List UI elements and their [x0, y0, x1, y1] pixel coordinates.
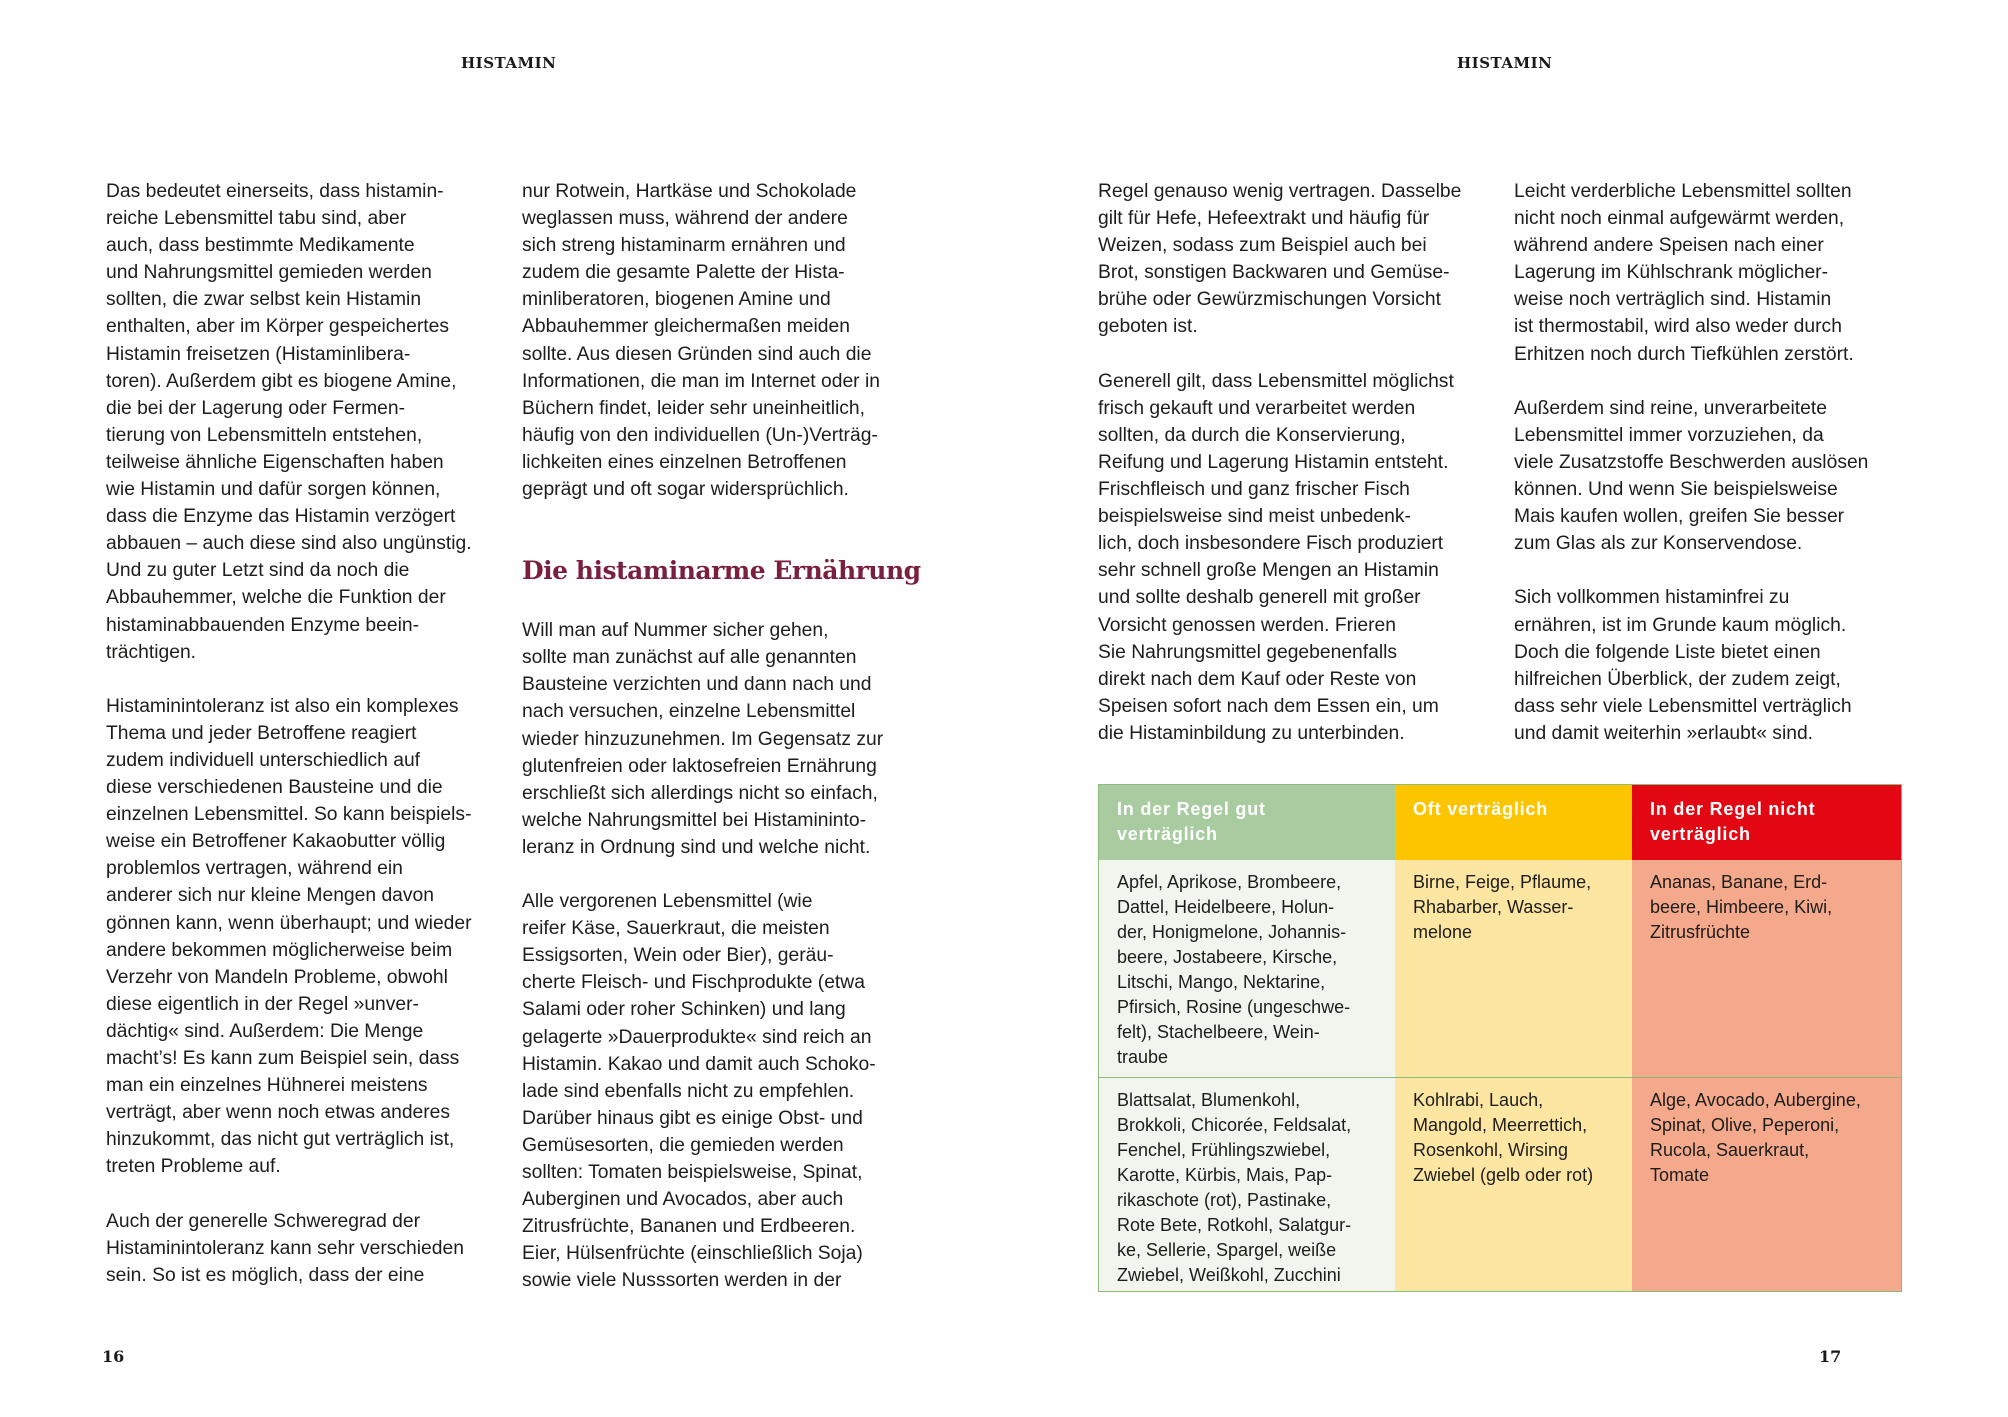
table-cell-vegetable-bad	[1632, 1077, 1901, 1291]
text-line: Außerdem sind reine, unverarbeitete	[1514, 397, 1827, 419]
text-line: wie Histamin und dafür sorgen können,	[106, 479, 441, 501]
text-line: Frischfleisch und ganz frischer Fisch	[1098, 479, 1410, 501]
cell-text-line: Rhabarber, Wasser-	[1413, 897, 1574, 917]
text-line: weglassen muss, während der andere	[522, 208, 848, 230]
paragraph	[1514, 178, 1914, 368]
text-line: verträgt, aber wenn noch etwas anderes	[106, 1102, 451, 1124]
cell-text-line: Tomate	[1650, 1165, 1710, 1185]
text-line: wieder hinzuzunehmen. Im Gegensatz zur	[522, 728, 884, 750]
text-line: Salami oder roher Schinken) und lang	[522, 999, 846, 1021]
cell-text-line: Oft verträglich	[1413, 799, 1549, 819]
text-line: und sollte deshalb generell mit großer	[1098, 587, 1421, 609]
text-line: Abbauhemmer, welche die Funktion der	[106, 587, 446, 609]
cell-text-line: Zwiebel (gelb oder rot)	[1413, 1165, 1594, 1185]
text-line: direkt nach dem Kauf oder Reste von	[1098, 668, 1417, 690]
text-line: Verzehr von Mandeln Probleme, obwohl	[106, 966, 448, 988]
cell-text-line: Kohlrabi, Lauch,	[1413, 1090, 1544, 1110]
table-cell-vegetable-good	[1099, 1077, 1395, 1291]
text-line: Sie Nahrungsmittel gegebenenfalls	[1098, 641, 1398, 663]
text-line: sich streng histaminarm ernähren und	[522, 235, 846, 257]
cell-text-line: melone	[1413, 922, 1473, 942]
text-line: gönnen kann, wenn überhaupt; und wieder	[106, 912, 472, 934]
table-cell-fruit-good	[1099, 860, 1395, 1077]
text-line: tierung von Lebensmitteln entstehen,	[106, 424, 423, 446]
text-line: minliberatoren, biogenen Amine und	[522, 289, 831, 311]
cell-text-line: rikaschote (rot), Pastinake,	[1117, 1190, 1332, 1210]
text-line: Reifung und Lagerung Histamin entsteht.	[1098, 451, 1449, 473]
right-page	[1004, 0, 2008, 1417]
paragraph	[1098, 178, 1498, 341]
text-line: und damit weiterhin »erlaubt« sind.	[1514, 722, 1814, 744]
text-line: lichkeiten eines einzelnen Betroffenen	[522, 451, 847, 473]
paragraph	[106, 178, 506, 666]
text-line: sollten, die zwar selbst kein Histamin	[106, 289, 422, 311]
text-line: diese verschiedenen Bausteine und die	[106, 777, 443, 799]
text-line: Vorsicht genossen werden. Frieren	[1098, 614, 1396, 636]
text-line: geprägt und oft sogar widersprüchlich.	[522, 479, 849, 501]
text-line: gelagerte »Dauerprodukte« sind reich an	[522, 1026, 872, 1048]
cell-text-line: Rucola, Sauerkraut,	[1650, 1140, 1810, 1160]
table-cell-fruit-often	[1395, 860, 1632, 1077]
cell-text-line: Alge, Avocado, Aubergine,	[1650, 1090, 1861, 1110]
text-line: Alle vergorenen Lebensmittel (wie	[522, 891, 813, 913]
text-line: toren). Außerdem gibt es biogene Amine,	[106, 370, 457, 392]
text-line: abbauen – auch diese sind also ungünstig.	[106, 533, 472, 555]
text-line: sehr schnell große Mengen an Histamin	[1098, 560, 1439, 582]
cell-text-line: der, Honigmelone, Johannis-	[1117, 922, 1347, 942]
text-line: häufig von den individuellen (Un-)Verträg-	[522, 424, 878, 446]
cell-text-line: Fenchel, Frühlingszwiebel,	[1117, 1140, 1331, 1160]
text-line: cherte Fleisch- und Fischprodukte (etwa	[522, 972, 865, 994]
cell-text-line: Apfel, Aprikose, Brombeere,	[1117, 872, 1342, 892]
text-line: frisch gekauft und verarbeitet werden	[1098, 397, 1416, 419]
cell-text-line: beere, Himbeere, Kiwi,	[1650, 897, 1833, 917]
paragraph	[106, 1208, 506, 1289]
text-line: Histamin freisetzen (Histaminlibera-	[106, 343, 411, 365]
text-line: zum Glas als zur Konservendose.	[1514, 533, 1803, 555]
text-line: sollte. Aus diesen Gründen sind auch die	[522, 343, 872, 365]
tolerance-table	[1098, 784, 1902, 1292]
text-line: Das bedeutet einerseits, dass histamin-	[106, 181, 444, 202]
text-line: Weizen, sodass zum Beispiel auch bei	[1098, 235, 1427, 257]
cell-text-line: Rote Bete, Rotkohl, Salatgur-	[1117, 1215, 1352, 1235]
text-line: die Histaminbildung zu unterbinden.	[1098, 722, 1405, 744]
running-head: HISTAMIN	[461, 54, 557, 72]
text-line: sollte man zunächst auf alle genannten	[522, 647, 857, 669]
text-line: Will man auf Nummer sicher gehen,	[522, 620, 829, 642]
text-line: dächtig« sind. Außerdem: Die Menge	[106, 1020, 424, 1042]
text-line: dass die Enzyme das Histamin verzögert	[106, 506, 456, 528]
text-column-2	[522, 178, 922, 1322]
text-line: man ein einzelnes Hühnerei meistens	[106, 1075, 428, 1097]
text-line: Essigsorten, Wein oder Bier), geräu-	[522, 945, 834, 967]
text-line: Lagerung im Kühlschrank möglicher-	[1514, 262, 1829, 284]
text-line: hilfreichen Überblick, der zudem zeigt,	[1514, 668, 1841, 690]
table-cell-vegetable-often	[1395, 1077, 1632, 1291]
text-line: die bei der Lagerung oder Fermen-	[106, 397, 406, 419]
text-line: auch, dass bestimmte Medikamente	[106, 235, 415, 257]
cell-text-line: Birne, Feige, Pflaume,	[1413, 872, 1592, 892]
paragraph	[106, 693, 506, 1181]
text-line: sowie viele Nusssorten werden in der	[522, 1270, 842, 1292]
text-line: Mais kaufen wollen, greifen Sie besser	[1514, 506, 1845, 528]
text-line: Brot, sonstigen Backwaren und Gemüse-	[1098, 262, 1450, 284]
cell-text-line: Zitrusfrüchte	[1650, 922, 1751, 942]
cell-text-line: felt), Stachelbeere, Wein-	[1117, 1022, 1320, 1042]
text-line: zudem die gesamte Palette der Hista-	[522, 262, 845, 284]
cell-text-line: Zwiebel, Weißkohl, Zucchini	[1117, 1265, 1341, 1285]
text-line: diese eigentlich in der Regel »unver-	[106, 993, 419, 1015]
text-line: erschließt sich allerdings nicht so einfach,	[522, 782, 878, 804]
text-line: sein. So ist es möglich, dass der eine	[106, 1264, 425, 1286]
cell-text-line: Blattsalat, Blumenkohl,	[1117, 1090, 1301, 1110]
text-line: gilt für Hefe, Hefeextrakt und häufig für	[1098, 208, 1430, 230]
text-line: reifer Käse, Sauerkraut, die meisten	[522, 918, 830, 940]
cell-text-line: Litschi, Mango, Nektarine,	[1117, 972, 1326, 992]
column-2-intro	[522, 178, 922, 503]
cell-text-line: verträglich	[1117, 824, 1218, 844]
text-line: Histamin. Kakao und damit auch Schoko-	[522, 1053, 876, 1075]
text-line: hinzukommt, das nicht gut verträglich ist,	[106, 1129, 455, 1151]
text-line: Bausteine verzichten und dann nach und	[522, 674, 872, 696]
text-line: enthalten, aber im Körper gespeichertes	[106, 316, 449, 338]
text-line: Regel genauso wenig vertragen. Dasselbe	[1098, 181, 1462, 202]
paragraph	[1514, 584, 1914, 747]
text-line: geboten ist.	[1098, 316, 1198, 338]
text-line: weise noch verträglich sind. Histamin	[1514, 289, 1832, 311]
page-number: 16	[102, 1347, 125, 1366]
text-line: Doch die folgende Liste bietet einen	[1514, 641, 1821, 663]
text-line: dass sehr viele Lebensmittel verträglich	[1514, 695, 1852, 717]
text-line: viele Zusatzstoffe Beschwerden auslösen	[1514, 451, 1869, 473]
text-line: Abbauhemmer gleichermaßen meiden	[522, 316, 850, 338]
text-line: Histaminintoleranz ist also ein komplexes	[106, 695, 459, 717]
cell-text-line: Rosenkohl, Wirsing	[1413, 1140, 1569, 1160]
text-line: Histaminintoleranz kann sehr verschieden	[106, 1237, 464, 1259]
text-line: Auch der generelle Schweregrad der	[106, 1210, 421, 1232]
text-line: welche Nahrungsmittel bei Histamininto-	[522, 809, 866, 831]
text-line: zudem individuell unterschiedlich auf	[106, 749, 421, 771]
text-line: trächtigen.	[106, 641, 197, 663]
paragraph	[1098, 368, 1498, 747]
table-cell-fruit-bad	[1632, 860, 1901, 1077]
text-line: glutenfreien oder laktosefreien Ernährung	[522, 755, 877, 777]
text-line: brühe oder Gewürzmischungen Vorsicht	[1098, 289, 1441, 311]
text-line: histaminabbauenden Enzyme beein-	[106, 614, 419, 636]
table-header-often	[1395, 785, 1632, 860]
page-number: 17	[1819, 1347, 1842, 1366]
text-line: problemlos vertragen, während ein	[106, 858, 403, 880]
text-line: ernähren, ist im Grunde kaum möglich.	[1514, 614, 1847, 636]
text-line: ist thermostabil, wird also weder durch	[1514, 316, 1842, 338]
cell-text-line: Karotte, Kürbis, Mais, Pap-	[1117, 1165, 1333, 1185]
cell-text-line: verträglich	[1650, 824, 1751, 844]
cell-text-line: Pfirsich, Rosine (ungeschwe-	[1117, 997, 1351, 1017]
text-line: teilweise ähnliche Eigenschaften haben	[106, 451, 444, 473]
text-line: weise ein Betroffener Kakaobutter völlig	[106, 831, 446, 853]
text-line: während andere Speisen nach einer	[1514, 235, 1824, 257]
cell-text-line: Ananas, Banane, Erd-	[1650, 872, 1828, 892]
text-line: Informationen, die man im Internet oder in	[522, 370, 880, 392]
text-line: nicht noch einmal aufgewärmt werden,	[1514, 208, 1845, 230]
text-line: leranz in Ordnung sind und welche nicht.	[522, 836, 871, 858]
text-line: nur Rotwein, Hartkäse und Schokolade	[522, 181, 857, 202]
text-line: Und zu guter Letzt sind da noch die	[106, 560, 410, 582]
cell-text-line: beere, Jostabeere, Kirsche,	[1117, 947, 1338, 967]
paragraph	[522, 888, 922, 1294]
cell-text-line: Mangold, Meerrettich,	[1413, 1115, 1588, 1135]
column-2-body	[522, 617, 922, 1294]
text-line: Auberginen und Avocados, aber auch	[522, 1189, 844, 1211]
text-line: und Nahrungsmittel gemieden werden	[106, 262, 432, 284]
text-line: beispielsweise sind meist unbedenk-	[1098, 506, 1411, 528]
cell-text-line: traube	[1117, 1047, 1169, 1067]
text-column-1	[106, 178, 506, 1316]
paragraph	[522, 617, 922, 861]
text-line: Erhitzen noch durch Tiefkühlen zerstört.	[1514, 343, 1854, 365]
table-header-bad	[1632, 785, 1901, 860]
text-line: Zitrusfrüchte, Bananen und Erdbeeren.	[522, 1216, 856, 1238]
text-line: Darüber hinaus gibt es einige Obst- und	[522, 1107, 863, 1129]
table-header-good	[1099, 785, 1395, 860]
paragraph	[1514, 395, 1914, 558]
text-line: einzelnen Lebensmittel. So kann beispiels-	[106, 804, 472, 826]
text-line: Gemüsesorten, die gemieden werden	[522, 1134, 844, 1156]
cell-text-line: Dattel, Heidelbeere, Holun-	[1117, 897, 1335, 917]
text-line: lade sind ebenfalls nicht zu empfehlen.	[522, 1080, 855, 1102]
text-line: nach versuchen, einzelne Lebensmittel	[522, 701, 856, 723]
running-head: HISTAMIN	[1457, 54, 1553, 72]
text-line: Eier, Hülsenfrüchte (einschließlich Soja)	[522, 1243, 863, 1265]
text-line: lich, doch insbesondere Fisch produziert	[1098, 533, 1444, 555]
text-line: reiche Lebensmittel tabu sind, aber	[106, 208, 407, 230]
text-line: macht’s! Es kann zum Beispiel sein, dass	[106, 1048, 460, 1069]
text-line: treten Probleme auf.	[106, 1156, 281, 1178]
text-line: sollten: Tomaten beispielsweise, Spinat,	[522, 1162, 863, 1183]
text-line: Thema und jeder Betroffene reagiert	[106, 722, 417, 744]
text-line: anderer sich nur kleine Mengen davon	[106, 885, 434, 907]
text-line: Speisen sofort nach dem Essen ein, um	[1098, 695, 1439, 717]
paragraph	[522, 178, 922, 503]
text-line: können. Und wenn Sie beispielsweise	[1514, 479, 1838, 501]
cell-text-line: ke, Sellerie, Spargel, weiße	[1117, 1240, 1337, 1260]
text-line: Lebensmittel immer vorzuziehen, da	[1514, 424, 1824, 446]
text-line: andere bekommen möglicherweise beim	[106, 939, 453, 961]
text-line: sollten, da durch die Konservierung,	[1098, 424, 1406, 446]
text-column-4	[1514, 178, 1914, 774]
text-line: Büchern findet, leider sehr uneinheitlich,	[522, 397, 865, 419]
cell-text-line: Spinat, Olive, Peperoni,	[1650, 1115, 1840, 1135]
text-line: Sich vollkommen histaminfrei zu	[1514, 587, 1790, 609]
section-heading: Die histaminarme Ernährung	[522, 556, 921, 586]
cell-text-line: Brokkoli, Chicorée, Feldsalat,	[1117, 1115, 1352, 1135]
cell-text-line: In der Regel nicht	[1650, 799, 1816, 819]
text-column-3	[1098, 178, 1498, 774]
cell-text-line: In der Regel gut	[1117, 799, 1266, 819]
text-line: Generell gilt, dass Lebensmittel möglichst	[1098, 370, 1454, 392]
text-line: Leicht verderbliche Lebensmittel sollten	[1514, 181, 1852, 202]
